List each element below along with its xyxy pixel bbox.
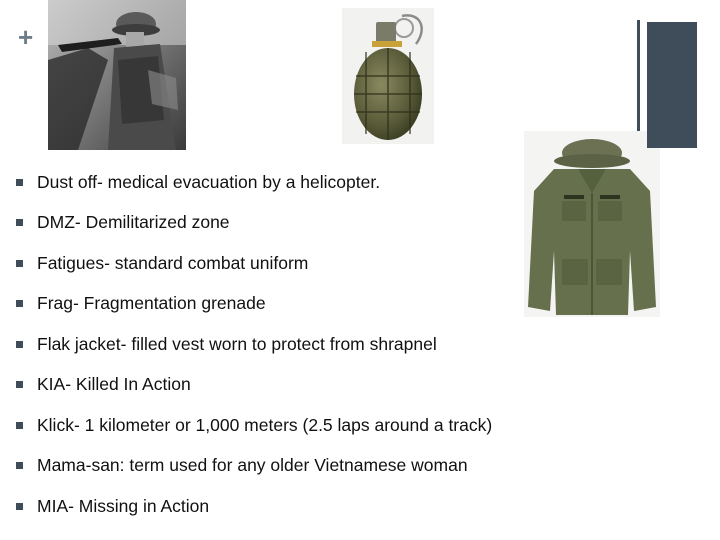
- list-item: [14, 486, 492, 527]
- bullet-text: Mama-san: term used for any older Vietnamese woman: [37, 455, 468, 476]
- list-item: [14, 284, 492, 325]
- bullet-square-icon: [16, 381, 23, 388]
- grenade-photo: [342, 8, 434, 144]
- bullet-square-icon: [16, 422, 23, 429]
- bullet-text: Flak jacket- filled vest worn to protect from shrapnel: [37, 333, 437, 354]
- bullet-text: Klick- 1 kilometer or 1,000 meters (2.5 laps around a track): [37, 414, 493, 435]
- bullet-text: Frag- Fragmentation grenade: [37, 293, 266, 314]
- bullet-square-icon: [16, 503, 23, 510]
- list-item: [14, 324, 492, 365]
- accent-bar-block: [647, 22, 697, 148]
- bullet-text: Dust off- medical evacuation by a helicopter.: [37, 171, 381, 192]
- accent-bar-thin: [637, 20, 640, 131]
- list-item: [14, 203, 492, 244]
- list-item: [14, 365, 492, 406]
- bullet-square-icon: [16, 179, 23, 186]
- bullet-square-icon: [16, 462, 23, 469]
- list-item: [14, 446, 492, 487]
- bullet-square-icon: [16, 300, 23, 307]
- soldier-photo: [48, 0, 186, 150]
- jacket-photo: [524, 131, 660, 317]
- list-item: [14, 243, 492, 284]
- bullet-square-icon: [16, 260, 23, 267]
- list-item: [14, 405, 492, 446]
- bullet-text: MIA- Missing in Action: [37, 495, 210, 516]
- bullet-text: Fatigues- standard combat uniform: [37, 252, 309, 273]
- bullet-text: KIA- Killed In Action: [37, 374, 191, 395]
- plus-icon: +: [18, 22, 34, 52]
- list-item: [14, 162, 492, 203]
- bullet-list: [14, 162, 492, 527]
- bullet-text: DMZ- Demilitarized zone: [37, 212, 230, 233]
- bullet-square-icon: [16, 341, 23, 348]
- bullet-square-icon: [16, 219, 23, 226]
